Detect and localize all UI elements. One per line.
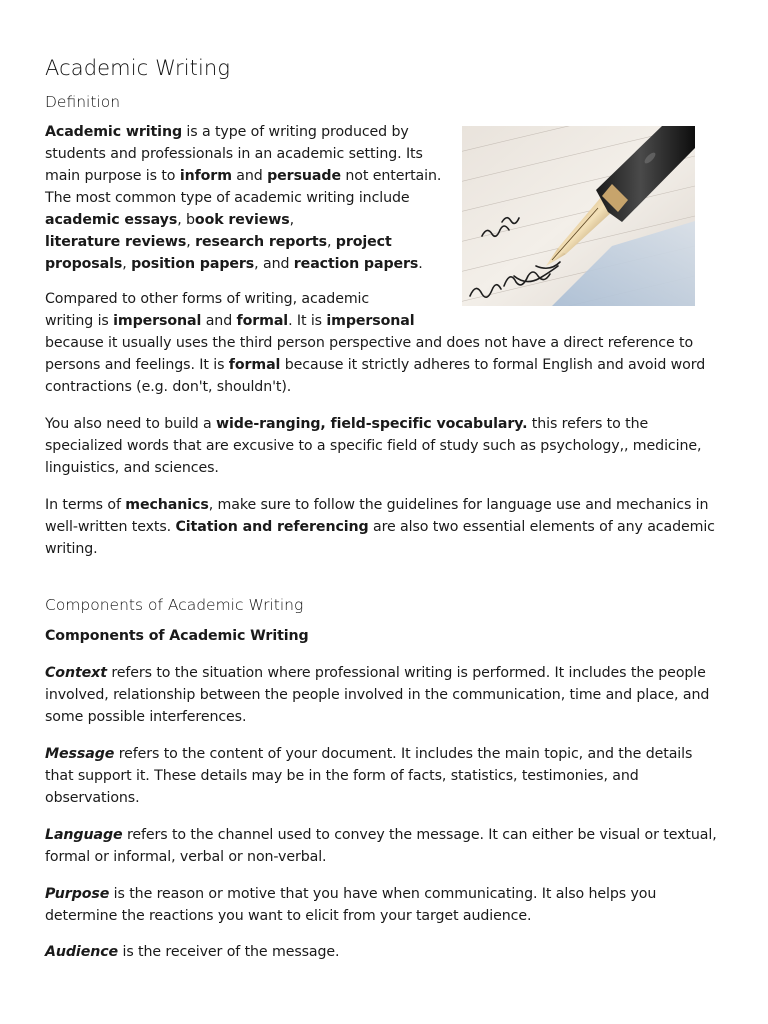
vocabulary-paragraph: You also need to build a wide-ranging, field-specific vocabulary. this refers to the specialized words that are excusive to a specific field of study such as psychology,, medicine, linguistics, and sciences. bbox=[45, 416, 702, 476]
fountain-pen-writing-image bbox=[462, 126, 695, 306]
component-context: Context refers to the situation where professional writing is performed. It includes the people involved, relationship between the people involved in the communication, time and place, and some possible interferences. bbox=[45, 665, 710, 725]
component-message: Message refers to the content of your document. It includes the main topic, and the details that support it. These details may be in the form of facts, statistics, testimonies, and observations. bbox=[45, 746, 693, 806]
component-purpose: Purpose is the reason or motive that you have when communicating. It also helps you determine the reactions you want to elicit from your target audience. bbox=[45, 886, 657, 924]
components-subheading: Components of Academic Writing bbox=[45, 628, 309, 644]
definition-heading: Definition bbox=[45, 93, 121, 111]
page-title: Academic Writing bbox=[45, 56, 231, 80]
components-heading: Components of Academic Writing bbox=[45, 596, 304, 614]
component-audience: Audience is the receiver of the message. bbox=[45, 944, 340, 960]
component-language: Language refers to the channel used to convey the message. It can either be visual or textual, formal or informal, verbal or non-verbal. bbox=[45, 827, 717, 865]
definition-paragraph: Academic writing is a type of writing produced by students and professionals in an academic setting. Its main purpose is to inform and persuade not entertain. The most common type of academic writing include academic essays, book reviews, literature reviews, research reports, project proposals, position papers, and reaction papers. bbox=[45, 124, 442, 272]
mechanics-paragraph: In terms of mechanics, make sure to follow the guidelines for language use and mechanics in well-written texts. Citation and referencing are also two essential elements of any academic writing. bbox=[45, 497, 715, 557]
impersonal-formal-paragraph: Compared to other forms of writing, academic writing is impersonal and formal. It is impersonal because it usually uses the third person perspective and does not have a direct reference to persons and feelings. It is formal because it strictly adheres to formal English and avoid word contractions (e.g. don't, shouldn't). bbox=[45, 291, 706, 395]
